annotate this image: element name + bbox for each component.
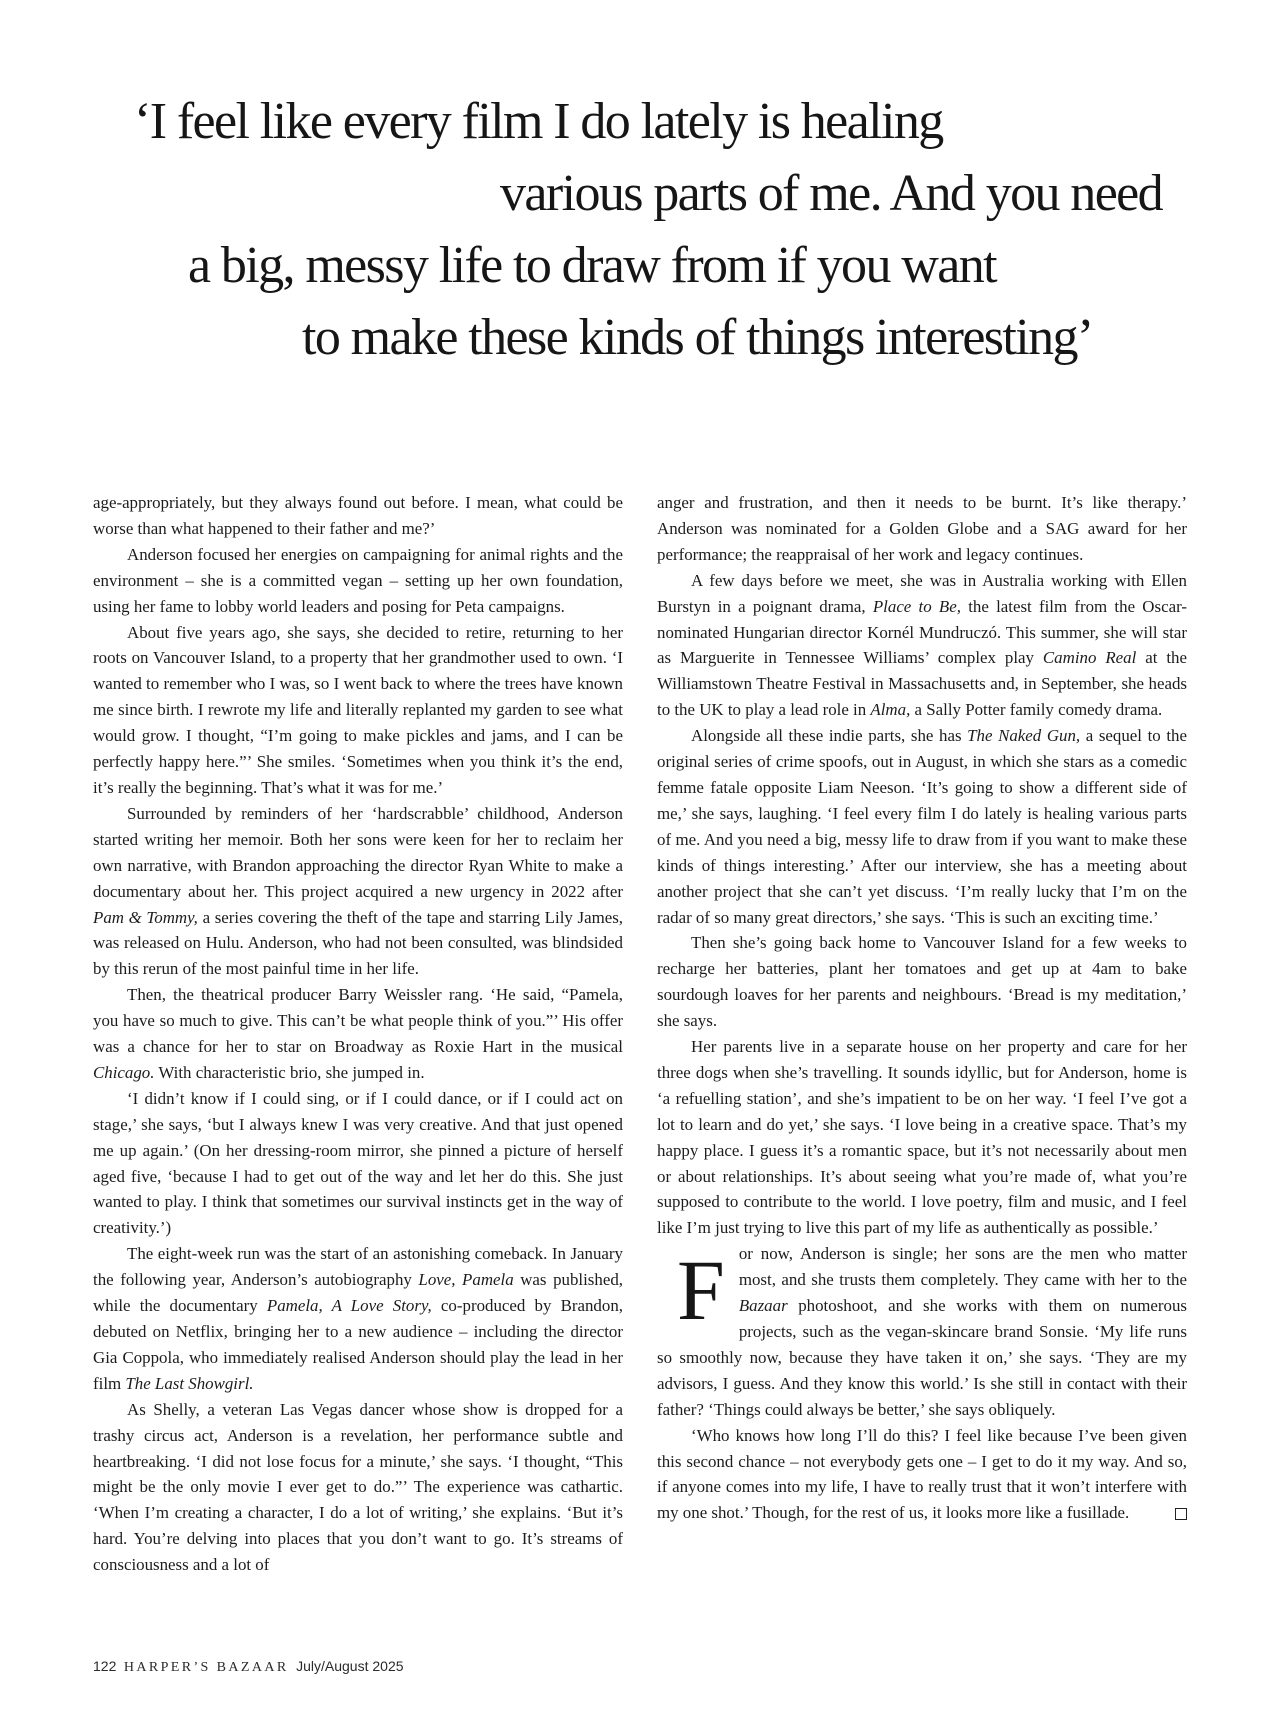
paragraph: Then she’s going back home to Vancouver Island for a few weeks to recharge her batteries, plant her tomatoes and get up at 4am to bake sourdough loaves for her parents and neighbours. ‘Bread is my meditation,’ she says. xyxy=(657,933,1187,1031)
pull-quote-line: ‘I feel like every film I do lately is healing xyxy=(134,93,943,150)
page-number: 122 xyxy=(93,1658,117,1674)
pull-quote-line: various parts of me. And you need xyxy=(500,165,1163,222)
paragraph: Anderson focused her energies on campaigning for animal rights and the environment – she is a committed vegan – setting up her own foundation, using her fame to lobby world leaders and posing for Peta campaigns. xyxy=(93,544,623,616)
paragraph: ‘I didn’t know if I could sing, or if I could dance, or if I could act on stage,’ she says, ‘but I always knew I was very creative. And that just opened me up again.’ (On her dressing-room mirror, she pinned a picture of herself aged five, ‘because I had to get out of the way and let her do this. She just wanted to play. I think that sometimes our survival instincts get in the way of creativity.’) xyxy=(93,1088,623,1238)
text-run: a sequel to the original series of crime spoofs, out in August, in which she stars as a comedic femme fatale opposite Liam Neeson. ‘It’s going to show a different side of me,’ she says, laughing. ‘I feel every film I do lately is healing various parts of me. And you need a big, messy life to draw from if you want to make these kinds of things interesting.’ After our interview, she has a meeting about another project that she can’t yet discuss. ‘I’m really lucky that I’m on the radar of so many great directors,’ she says. ‘This is such an exciting time.’ xyxy=(657,726,1187,927)
italic-title: Pamela, A Love Story, xyxy=(266,1296,432,1316)
text-run: The eight-week run was the start of an astonishing comeback. In January the following year, Anderson’s autobiography xyxy=(93,1244,623,1290)
page-footer xyxy=(93,1658,404,1676)
article-column-right xyxy=(657,490,1187,1526)
text-run: co-produced by Brandon, debuted on Netflix, bringing her to a new audience – including the director Gia Coppola, who immediately realised Anderson should play the lead in her film xyxy=(93,1296,623,1393)
italic-title: Camino Real xyxy=(1042,648,1137,668)
paragraph xyxy=(657,1241,1187,1422)
text-run: Then, the theatrical producer Barry Weissler rang. ‘He said, “Pamela, you have so much to give. This can’t be what people think of you.”’ His offer was a chance for her to star on Broadway as Roxie Hart in the musical xyxy=(93,985,623,1057)
italic-title: Alma, xyxy=(870,700,911,720)
article-column-left xyxy=(93,490,623,1578)
end-square-icon xyxy=(1175,1508,1187,1520)
paragraph: As Shelly, a veteran Las Vegas dancer whose show is dropped for a trashy circus act, Anderson is a revelation, her performance subtle and heartbreaking. ‘I did not lose focus for a minute,’ she says. ‘I thought, “This might be the only movie I ever get to do.”’ The experience was cathartic. ‘When I’m creating a character, I do a lot of writing,’ she explains. ‘But it’s hard. You’re delving into places that you don’t want to go. It’s streams of consciousness and a lot of xyxy=(93,1399,623,1575)
italic-title: Place to Be, xyxy=(872,596,961,616)
text-run: a series covering the theft of the tape and starring Lily James, was released on Hulu. Anderson, who had not been consulted, was blindsided by this rerun of the most painful time in her life. xyxy=(93,907,623,979)
paragraph xyxy=(657,568,1187,723)
italic-title: Bazaar xyxy=(738,1296,788,1316)
italic-title: Pam & Tommy, xyxy=(93,907,198,927)
paragraph xyxy=(657,723,1187,930)
italic-title: Love, Pamela xyxy=(418,1270,514,1290)
paragraph xyxy=(93,982,623,1086)
italic-title: The Naked Gun, xyxy=(967,726,1081,746)
paragraph xyxy=(93,1241,623,1396)
text-run: photoshoot, and she works with them on numerous projects, such as the vegan-skincare brand Sonsie. ‘My life runs so smoothly now, because they have taken it on,’ she says. ‘They are my advisors, I guess. And they know this world.’ Is she still in contact with their father? ‘Things could always be better,’ she says obliquely. xyxy=(657,1296,1187,1419)
issue-date: July/August 2025 xyxy=(296,1658,404,1674)
text-run: the latest film from the Oscar-nominated Hungarian director Kornél Mundruczó. This summer, she will star as Marguerite in Tennessee Williams’ complex play xyxy=(657,596,1187,668)
text-run: Surrounded by reminders of her ‘hardscrabble’ childhood, Anderson started writing her memoir. Both her sons were keen for her to reclaim her own narrative, with Brandon approaching the director Ryan White to make a documentary about her. This project acquired a new urgency in 2022 after xyxy=(93,803,623,901)
text-run: at the Williamstown Theatre Festival in Massachusetts and, in September, she heads to the UK to play a lead role in xyxy=(657,648,1187,720)
text-run: A few days before we meet, she was in Australia working with Ellen Burstyn in a poignant drama, xyxy=(657,570,1187,616)
paragraph xyxy=(93,801,623,982)
paragraph: Her parents live in a separate house on her property and care for her three dogs when she’s travelling. It sounds idyllic, but for Anderson, home is ‘a refuelling station’, and she’s impatient to be on her way. ‘I feel I’ve got a lot to learn and do yet,’ she says. ‘I love being in a creative space. That’s my happy place. I guess it’s a romantic space, but it’s not necessarily about men or about relationships. It’s about seeing what you’re made of, what you’re supposed to contribute to the world. I love poetry, film and music, and I feel like I’m just trying to live this part of my life as authentically as possible.’ xyxy=(657,1037,1187,1238)
pull-quote-line: to make these kinds of things interesting’ xyxy=(302,309,1093,366)
drop-cap: F xyxy=(677,1242,725,1339)
text-run: was published, while the documentary xyxy=(93,1270,623,1316)
text-run: a Sally Potter family comedy drama. xyxy=(910,700,1163,720)
text-run: With characteristic brio, she jumped in. xyxy=(154,1062,425,1082)
italic-title: The Last Showgirl. xyxy=(125,1373,254,1393)
magazine-name: HARPER’S BAZAAR xyxy=(123,1660,289,1675)
paragraph xyxy=(657,1423,1187,1527)
text-run: ‘Who knows how long I’ll do this? I feel like because I’ve been given this second chance – not everybody gets one – I get to do it my way. And so, if anyone comes into my life, I have to really trust that it won’t interfere with my one shot.’ Though, for the rest of us, it looks more like a fusillade. xyxy=(657,1425,1187,1523)
italic-title: Chicago. xyxy=(93,1062,155,1082)
pull-quote-line: a big, messy life to draw from if you want xyxy=(188,237,996,294)
paragraph: age-appropriately, but they always found out before. I mean, what could be worse than what happened to their father and me?’ xyxy=(93,493,623,538)
text-run: or now, Anderson is single; her sons are the men who matter most, and she trusts them completely. They came with her to the xyxy=(738,1244,1187,1290)
paragraph: anger and frustration, and then it needs to be burnt. It’s like therapy.’ Anderson was nominated for a Golden Globe and a SAG award for her performance; the reappraisal of her work and legacy continues. xyxy=(657,493,1187,564)
paragraph: About five years ago, she says, she decided to retire, returning to her roots on Vancouver Island, to a property that her grandmother used to own. ‘I wanted to remember who I was, so I went back to where the trees have known me since birth. I rewrote my life and literally replanted my garden to see what would grow. I thought, “I’m going to make pickles and jams, and I can be perfectly happy here.”’ She smiles. ‘Sometimes when you think it’s the end, it’s really the beginning. That’s what it was for me.’ xyxy=(93,622,623,797)
text-run: Alongside all these indie parts, she has xyxy=(691,726,968,746)
